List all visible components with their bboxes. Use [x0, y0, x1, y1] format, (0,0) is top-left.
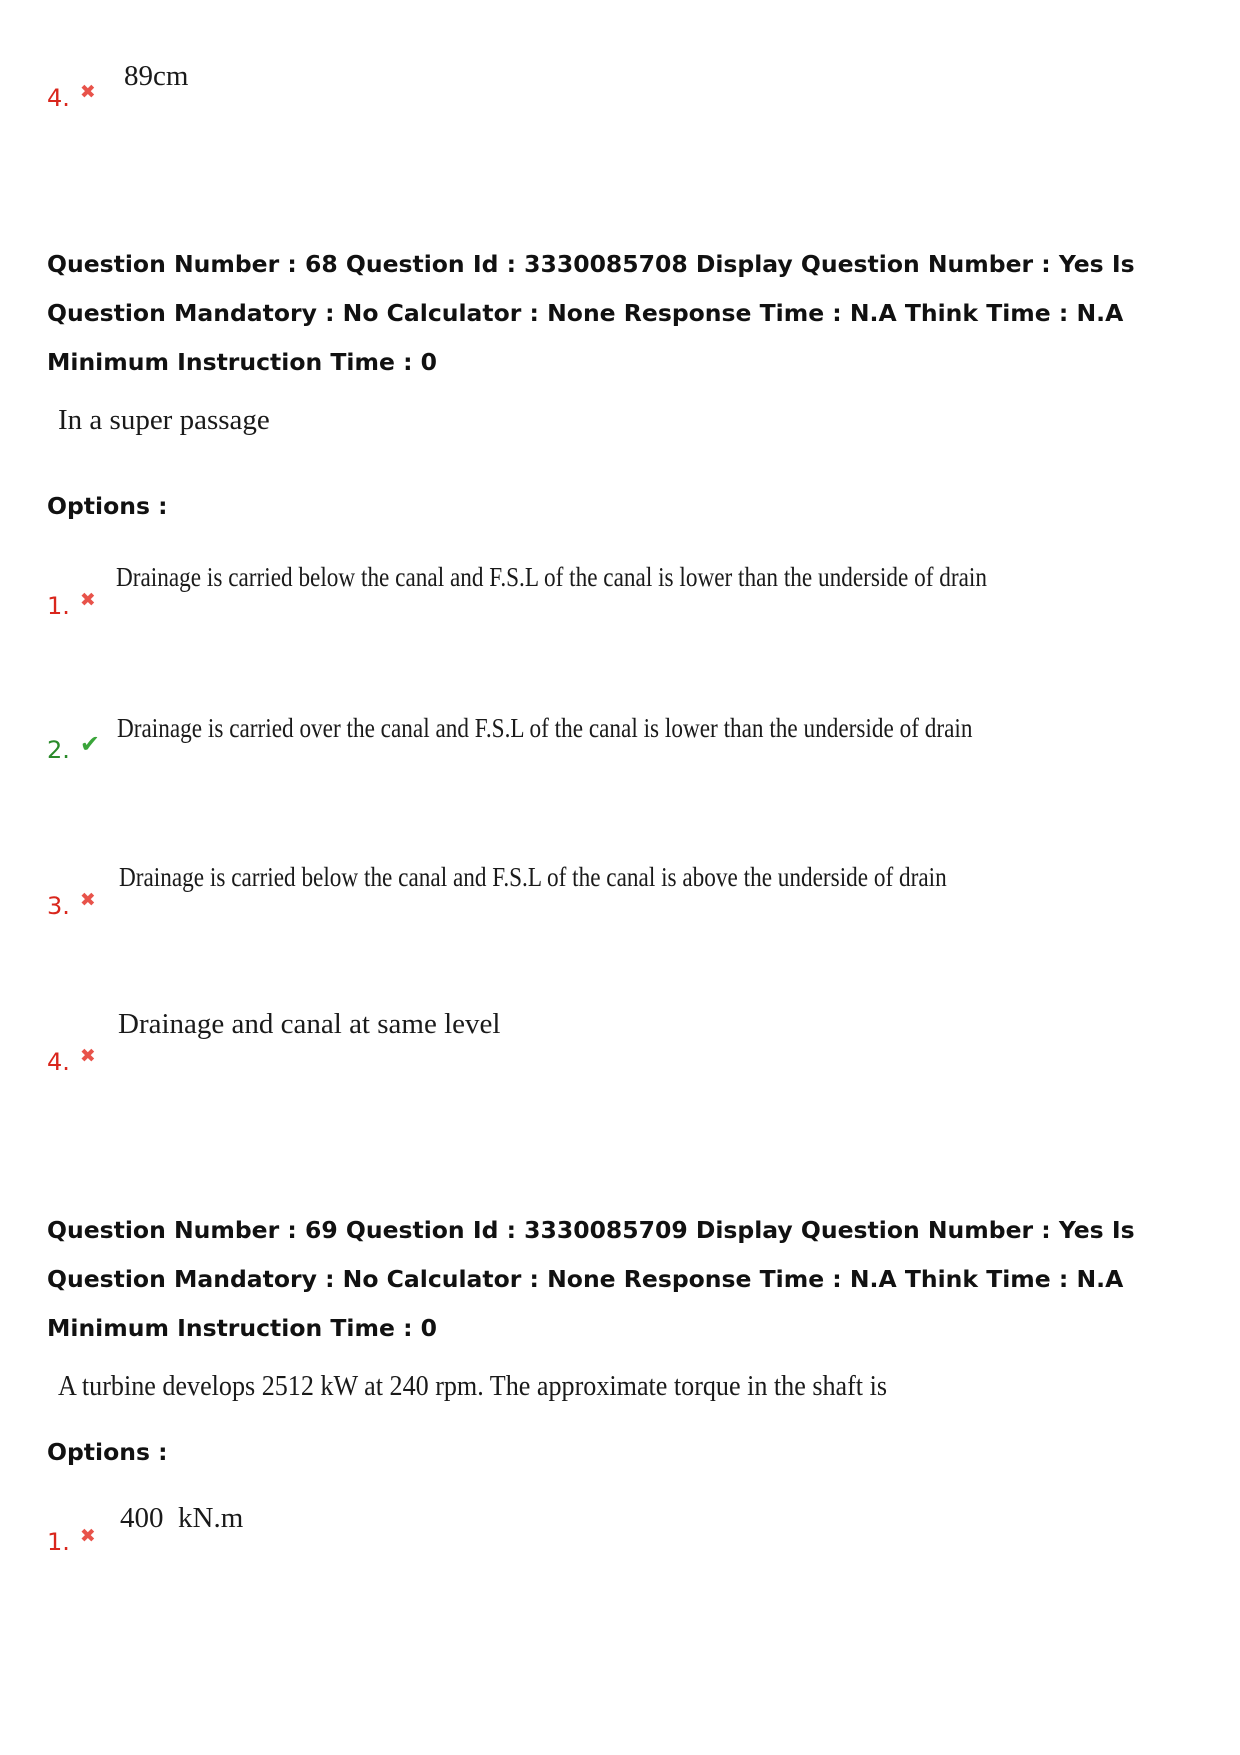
option-text: Drainage is carried over the canal and F.S.L of the canal is lower than the underside of drain	[117, 713, 973, 743]
options-label: Options :	[47, 1438, 168, 1466]
option-text: 89cm	[124, 60, 189, 92]
option-text: Drainage is carried below the canal and F.S.L of the canal is lower than the underside of drain	[116, 562, 987, 592]
cross-icon: ✖	[79, 1525, 96, 1547]
option-number: 2. ✔	[47, 730, 101, 764]
option-text: Drainage and canal at same level	[118, 1008, 501, 1040]
cross-icon: ✖	[79, 589, 96, 611]
options-label: Options :	[47, 492, 168, 520]
option-number: 4. ✖	[47, 81, 96, 112]
option-number: 4. ✖	[47, 1045, 96, 1076]
option-text: Drainage is carried below the canal and F.S.L of the canal is above the underside of drain	[119, 862, 947, 892]
question-meta: Question Number : 68 Question Id : 3330085708 Display Question Number : Yes Is Question Mandatory : No Calculator : None Response Time : N.A Think Time : N.A Minimum Instruction Time : 0	[47, 250, 1135, 376]
option-number: 3. ✖	[47, 889, 96, 920]
cross-icon: ✖	[79, 889, 96, 911]
cross-icon: ✖	[79, 1045, 96, 1067]
question-meta: Question Number : 69 Question Id : 3330085709 Display Question Number : Yes Is Question Mandatory : No Calculator : None Response Time : N.A Think Time : N.A Minimum Instruction Time : 0	[47, 1216, 1135, 1342]
question-text: In a super passage	[58, 404, 270, 436]
option-number: 1. ✖	[47, 589, 96, 620]
option-text: 400 kN.m	[120, 1502, 244, 1534]
check-icon: ✔	[79, 730, 101, 758]
option-number: 1. ✖	[47, 1525, 96, 1556]
cross-icon: ✖	[79, 81, 96, 103]
question-text: A turbine develops 2512 kW at 240 rpm. The approximate torque in the shaft is	[58, 1370, 887, 1402]
